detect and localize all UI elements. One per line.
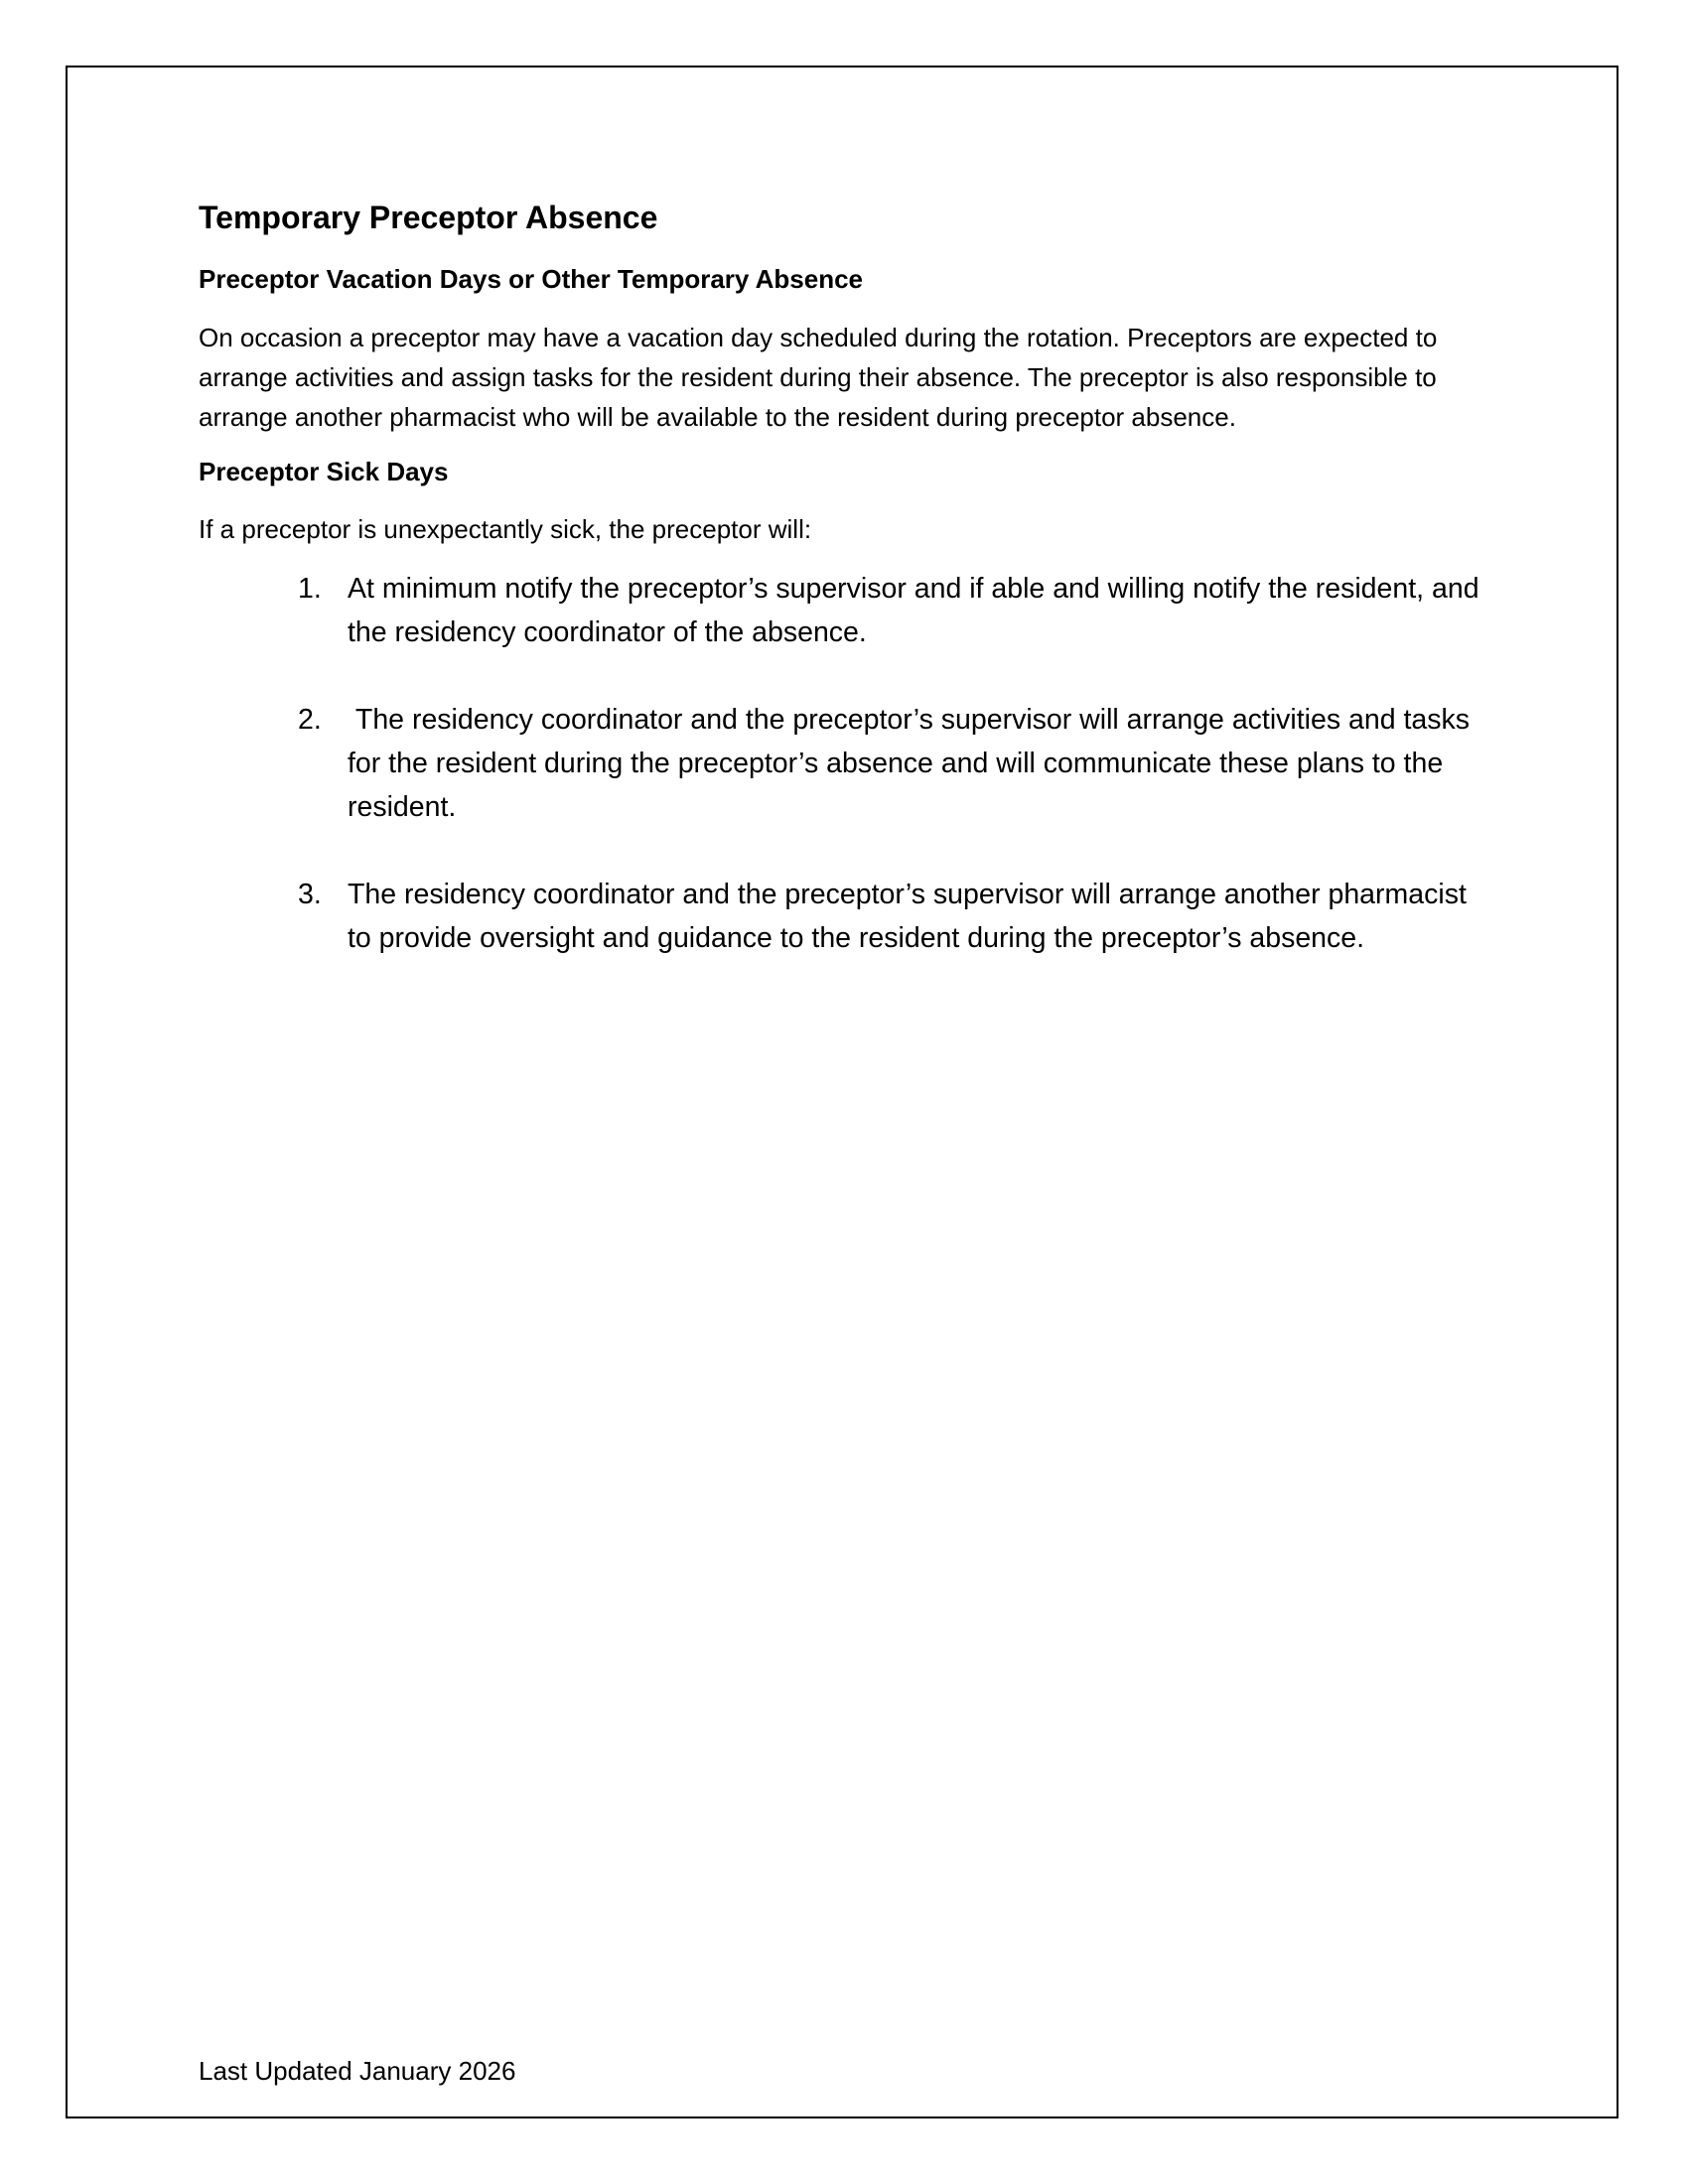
list-item-number: 1. — [298, 572, 322, 605]
list-item-number: 3. — [298, 878, 322, 910]
list-item-text: The residency coordinator and the preceptor’s supervisor will arrange activities and tasks for the resident during the preceptor’s absence and will communicate these plans to the resident. — [348, 703, 1477, 823]
last-updated-footer: Last Updated January 2026 — [199, 2056, 516, 2086]
document-body — [199, 199, 1489, 1004]
vacation-section-paragraph: On occasion a preceptor may have a vacation day scheduled during the rotation. Preceptors are expected to arrange activities and assign tasks for the resident during their absence. The preceptor is also responsible to arrange another pharmacist who will be available to the resident during preceptor absence. — [199, 322, 1438, 432]
list-item — [298, 873, 1489, 960]
list-item — [298, 698, 1489, 829]
sick-days-intro: If a preceptor is unexpectantly sick, the preceptor will: — [199, 513, 812, 544]
list-item — [298, 567, 1489, 654]
list-item-text: The residency coordinator and the preceptor’s supervisor will arrange another pharmacist to provide oversight and guidance to the resident during the preceptor’s absence. — [348, 878, 1475, 954]
page-title: Temporary Preceptor Absence — [199, 200, 658, 235]
sick-days-section-heading: Preceptor Sick Days — [199, 456, 449, 486]
sick-days-steps-list — [199, 567, 1489, 960]
vacation-section-heading: Preceptor Vacation Days or Other Temporary Absence — [199, 264, 864, 295]
list-item-number: 2. — [298, 703, 322, 736]
list-item-text: At minimum notify the preceptor’s supervisor and if able and willing notify the resident, and the residency coordinator of the absence. — [348, 572, 1487, 648]
